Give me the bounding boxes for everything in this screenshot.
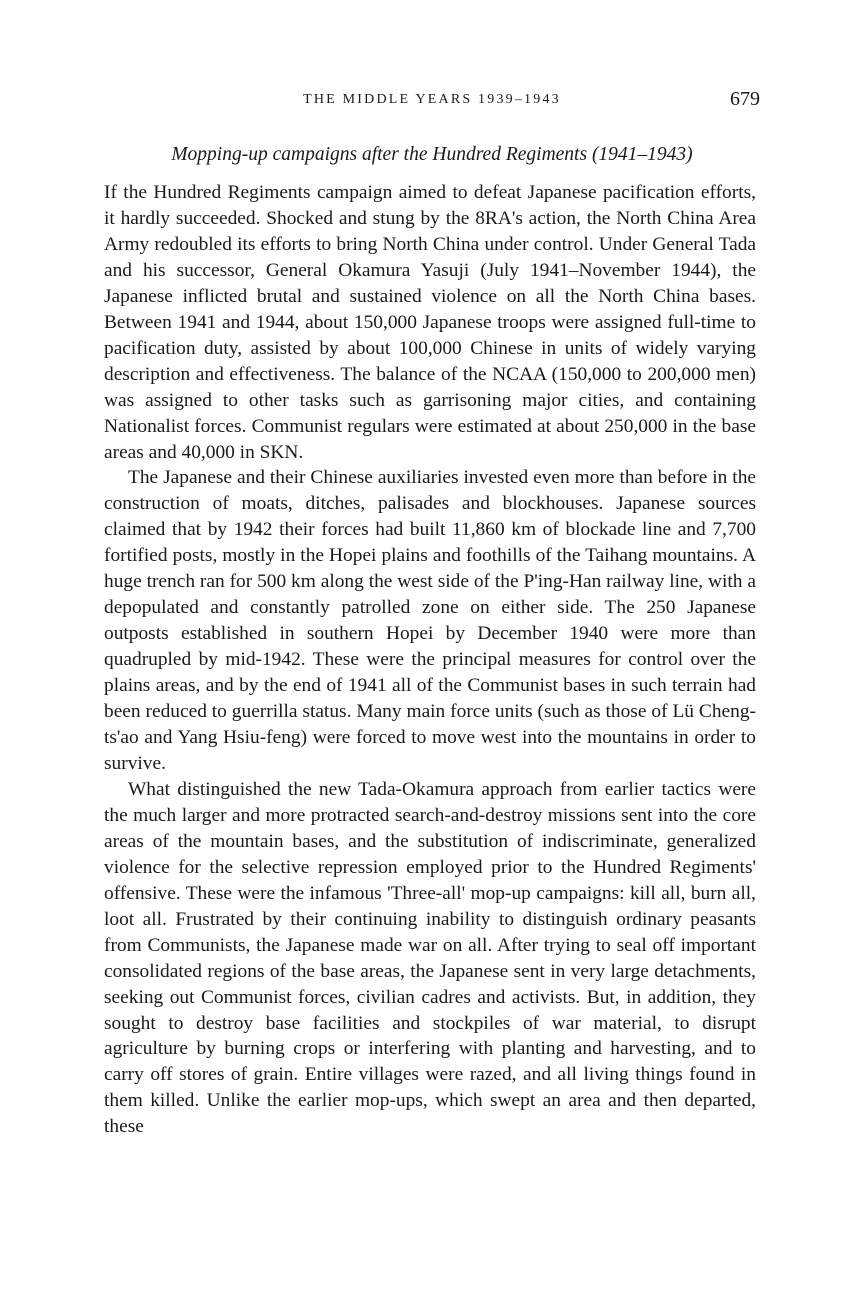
running-head [104,88,760,118]
body-text [104,180,756,1140]
page-number: 679 [730,88,760,110]
paragraph: If the Hundred Regiments campaign aimed to defeat Japanese pacification efforts, it hardly succeeded. Shocked and stung by the 8RA's action, the North China Area Army redoubled its efforts to bring North China under control. Under General Tada and his successor, General Okamura Yasuji (July 1941–November 1944), the Japanese inflicted brutal and sustained violence on all the North China bases. Between 1941 and 1944, about 150,000 Japanese troops were assigned full-time to pacification duty, assisted by about 100,000 Chinese in units of widely varying description and effectiveness. The balance of the NCAA (150,000 to 200,000 men) was assigned to other tasks such as garrisoning major cities, and containing Nationalist forces. Communist regulars were estimated at about 250,000 in the base areas and 40,000 in SKN. [104,182,756,463]
paragraph: The Japanese and their Chinese auxiliaries invested even more than before in the construction of moats, ditches, palisades and blockhouses. Japanese sources claimed that by 1942 their forces had built 11,860 km of blockade line and 7,700 fortified posts, mostly in the Hopei plains and foothills of the Taihang mountains. A huge trench ran for 500 km along the west side of the P'ing-Han railway line, with a depopulated and constantly patrolled zone on either side. The 250 Japanese outposts established in southern Hopei by December 1940 were more than quadrupled by mid-1942. These were the principal measures for control over the plains areas, and by the end of 1941 all of the Communist bases in such terrain had been reduced to guerrilla status. Many main force units (such as those of Lü Cheng-ts'ao and Yang Hsiu-feng) were forced to move west into the mountains in order to survive. [104,467,756,774]
paragraph: What distinguished the new Tada-Okamura approach from earlier tactics were the much larger and more protracted search-and-destroy missions sent into the core areas of the mountain bases, and the substitution of indiscriminate, generalized violence for the selective repression employed prior to the Hundred Regiments' offensive. These were the infamous 'Three-all' mop-up campaigns: kill all, burn all, loot all. Frustrated by their continuing inability to distinguish ordinary peasants from Communists, the Japanese made war on all. After trying to seal off important consolidated regions of the base areas, the Japanese sent in very large detachments, seeking out Communist forces, civilian cadres and activists. But, in addition, they sought to destroy base facilities and stockpiles of war material, to disrupt agriculture by burning crops or interfering with planting and harvesting, and to carry off stores of grain. Entire villages were razed, and all living things found in them killed. Unlike the earlier mop-ups, which swept an area and then departed, these [104,778,756,1138]
running-title: THE MIDDLE YEARS 1939–1943 [303,92,561,107]
section-heading: Mopping-up campaigns after the Hundred Regiments (1941–1943) [171,144,693,165]
